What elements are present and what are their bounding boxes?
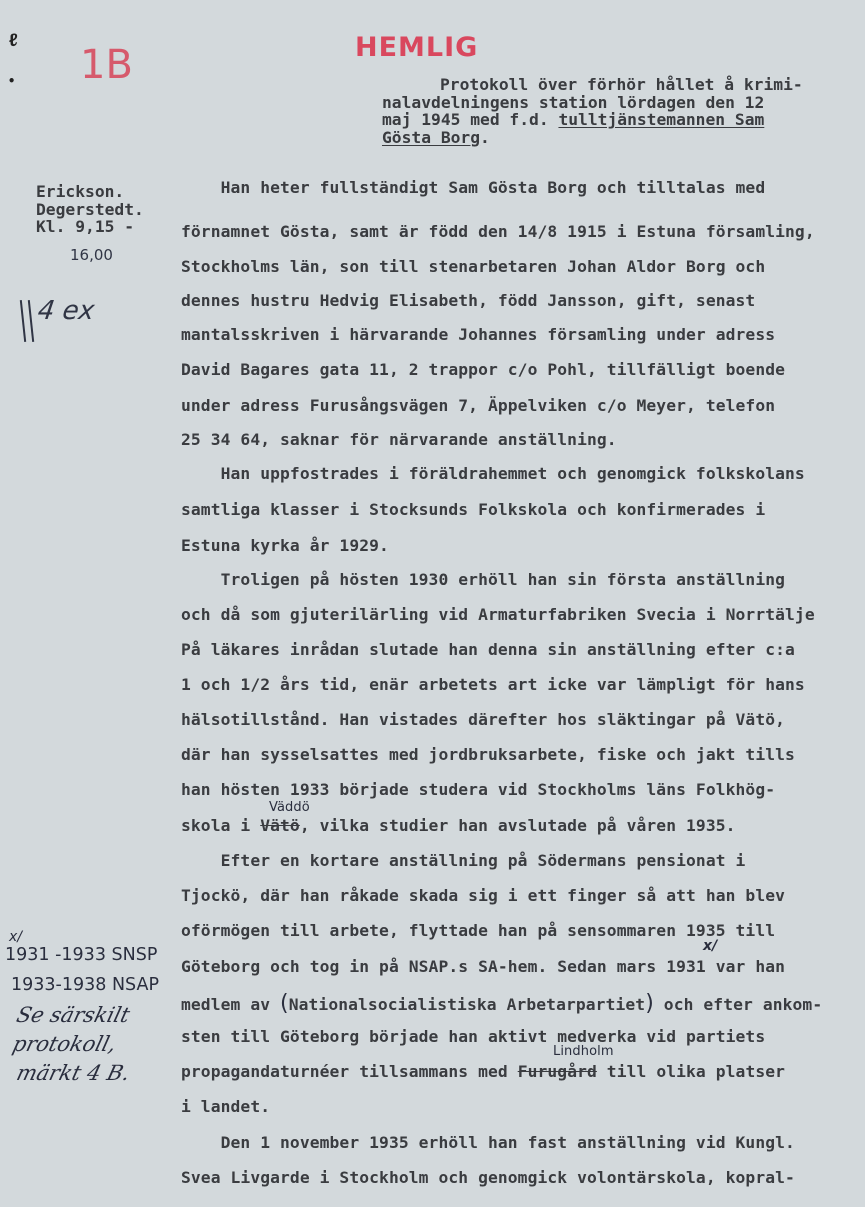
- body-line: dennes hustru Hedvig Elisabeth, född Jansson, gift, senast: [181, 291, 756, 310]
- body-text: medlem av: [181, 995, 281, 1014]
- correction-lindholm: Lindholm: [553, 1044, 614, 1059]
- body-line: sten till Göteborg började han aktivt medverka vid partiets: [181, 1027, 766, 1046]
- body-line: Estuna kyrka år 1929.: [181, 536, 389, 555]
- body-line: 25 34 64, saknar för närvarande anställning.: [181, 430, 617, 449]
- body-text: , vilka studier han avslutade på våren 1935.: [299, 816, 736, 835]
- body-line: samtliga klasser i Stocksunds Folkskola och konfirmerades i: [181, 500, 766, 519]
- body-line: Svea Livgarde i Stockholm och genomgick volontärskola, kopral-: [181, 1168, 795, 1187]
- body-line: På läkares inrådan slutade han denna sin anställning efter c:a: [181, 640, 795, 659]
- body-line: han hösten 1933 började studera vid Stockholms läns Folkhög-: [181, 780, 776, 799]
- body-line: Efter en kortare anställning på Södermans pensionat i: [181, 851, 746, 870]
- body-line: och då som gjuterilärling vid Armaturfabriken Svecia i Norrtälje: [181, 605, 815, 624]
- body-line: under adress Furusångsvägen 7, Äppelviken c/o Meyer, telefon: [181, 396, 776, 415]
- period-nsap: 1933-1938 NSAP: [11, 975, 159, 995]
- correction-x-mark: x/: [703, 938, 718, 954]
- body-line: 1 och 1/2 års tid, enär arbetets art icke var lämpligt för hans: [181, 675, 805, 694]
- body-line: David Bagares gata 11, 2 trappor c/o Pohl, tillfälligt boende: [181, 360, 786, 379]
- body-line: Stockholms län, son till stenarbetaren Johan Aldor Borg och: [181, 257, 766, 276]
- margin-x-mark: x/: [9, 929, 23, 945]
- body-line: [181, 991, 822, 1016]
- handwritten-time-end: 16,00: [70, 246, 113, 264]
- struck-text: Furugård: [517, 1062, 597, 1081]
- side-metadata: [36, 183, 144, 236]
- body-line: Tjockö, där han råkade skada sig i ett finger så att han blev: [181, 886, 786, 905]
- body-line: mantalsskriven i härvarande Johannes församling under adress: [181, 325, 776, 344]
- header-line: nalavdelningens station lördagen den 12: [382, 92, 765, 112]
- time-start: Kl. 9,15 -: [36, 217, 135, 236]
- handwritten-copies: 4 ex: [35, 296, 97, 326]
- header-line: [382, 129, 852, 147]
- margin-edge-dot: •: [8, 74, 16, 88]
- note-line: märkt 4 B.: [14, 1061, 133, 1085]
- witness-name: Degerstedt.: [36, 199, 144, 219]
- secret-stamp: HEMLIG: [355, 32, 479, 63]
- body-line: förnamnet Gösta, samt är född den 14/8 1915 i Estuna församling,: [181, 222, 815, 241]
- header-underlined-name: Gösta Borg: [382, 127, 481, 147]
- document-header: [382, 76, 852, 146]
- body-line: där han sysselsattes med jordbruksarbete, fiske och jakt tills: [181, 745, 795, 764]
- body-line: hälsotillstånd. Han vistades därefter hos släktingar på Vätö,: [181, 710, 786, 729]
- body-line: Göteborg och tog in på NSAP.s SA-hem. Sedan mars 1931 var han: [181, 957, 786, 976]
- header-line: [382, 111, 852, 129]
- header-line: Protokoll över förhör hållet å krimi-: [440, 75, 803, 94]
- struck-text: Vätö: [260, 816, 300, 835]
- body-line: Den 1 november 1935 erhöll han fast anställning vid Kungl.: [181, 1133, 795, 1152]
- body-text: Nationalsocialistiska Arbetarpartiet: [288, 995, 646, 1014]
- note-line: Se särskilt: [14, 1003, 133, 1027]
- handwritten-paren: (: [280, 991, 289, 1016]
- body-line: Troligen på hösten 1930 erhöll han sin första anställning: [181, 570, 786, 589]
- interrogator-name: Erickson.: [36, 182, 125, 201]
- header-text: .: [480, 127, 490, 147]
- body-text: propagandaturnéer tillsammans med: [181, 1062, 518, 1081]
- body-line: [181, 1062, 785, 1081]
- body-text: och efter ankom-: [653, 995, 823, 1014]
- note-line: protokoll,: [10, 1032, 119, 1056]
- body-line: oförmögen till arbete, flyttade han på sensommaren 1935 till: [181, 921, 776, 940]
- handwritten-stroke: [28, 300, 34, 342]
- body-text: skola i: [181, 816, 261, 835]
- correction-vaddo: Väddö: [269, 800, 310, 815]
- body-text: Han heter fullständigt Sam Gösta Borg och tilltalas med: [181, 178, 766, 197]
- body-line: [181, 816, 736, 835]
- body-text: till olika platser: [596, 1062, 786, 1081]
- body-line: i landet.: [181, 1097, 271, 1116]
- header-text: maj 1945 med f.d.: [382, 110, 559, 129]
- margin-edge-mark: ℓ: [8, 30, 19, 51]
- header-underlined: tulltjänstemannen Sam: [558, 110, 765, 129]
- handwritten-reference: 1B: [80, 42, 133, 88]
- handwritten-stroke: [20, 300, 26, 342]
- margin-notes: [3, 929, 159, 1088]
- handwritten-paren: ): [645, 991, 654, 1016]
- body-line: Han uppfostrades i föräldrahemmet och genomgick folkskolans: [181, 464, 805, 483]
- period-snsp: 1931 -1933 SNSP: [5, 945, 158, 965]
- body-line: [181, 178, 765, 197]
